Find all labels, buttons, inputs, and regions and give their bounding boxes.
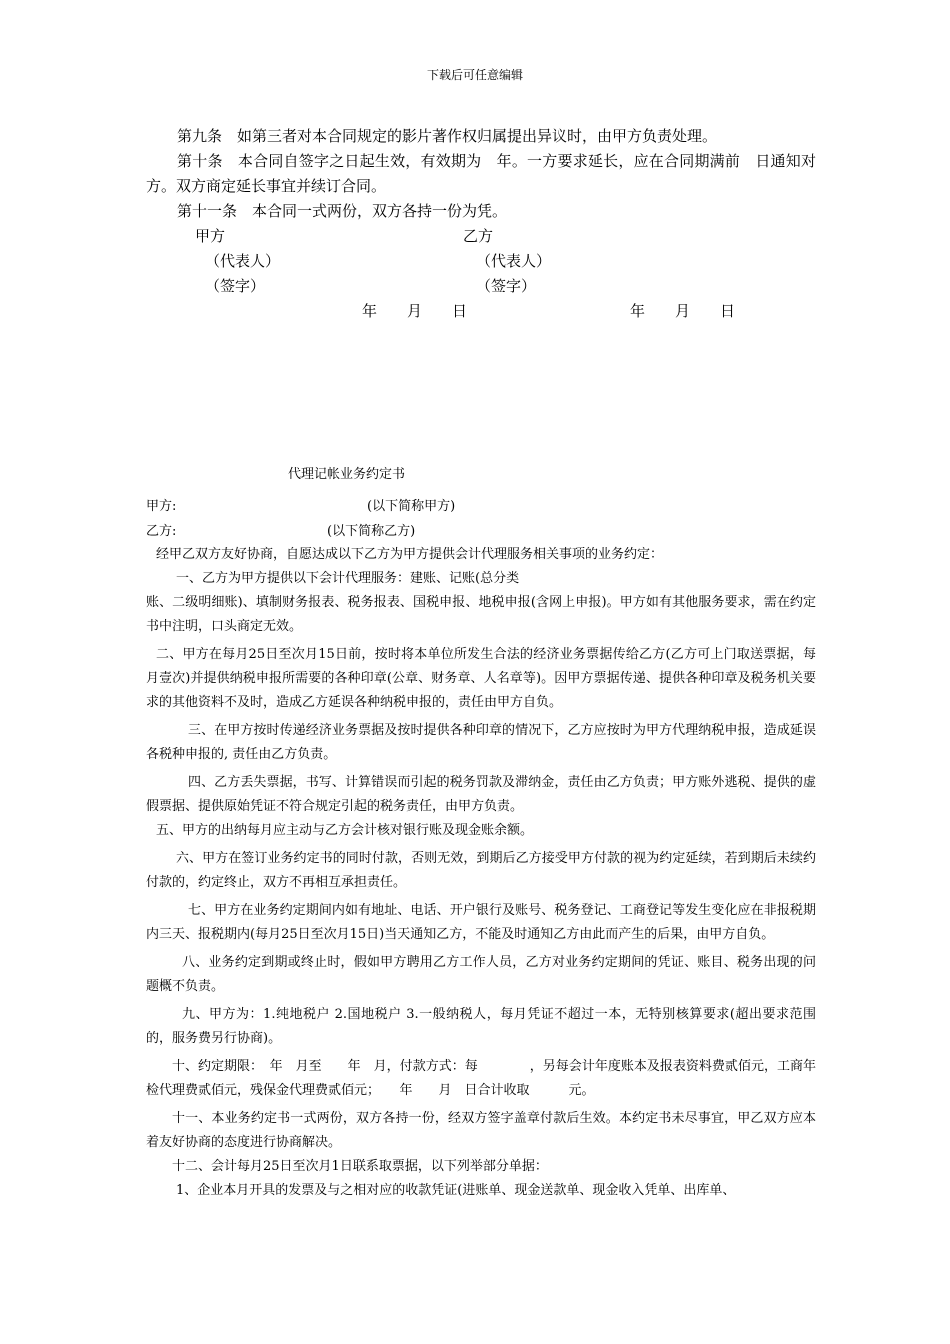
clause-4: 四、乙方丢失票据，书写、计算错误而引起的税务罚款及滞纳金，责任由乙方负责；甲方账外逃税、提供的虚假票据、提供原始凭证不符合规定引起的税务责任，由甲方负责。 <box>146 775 816 814</box>
signature-date-a: 年 月 日 <box>362 302 468 320</box>
clause-7: 七、甲方在业务约定期间内如有地址、电话、开户银行及账号、税务登记、工商登记等发生变化应在非报税期内三天、报税期内(每月25日至次月15日)当天通知乙方，不能及时通知乙方由此而产生的后果，由甲方自负。 <box>146 903 816 942</box>
clause-12-item-1: 1、企业本月开具的发票及与之相对应的收款凭证(进账单、现金送款单、现金收入凭单、出库单、 <box>176 1183 736 1198</box>
clause-6: 六、甲方在签订业务约定书的同时付款，否则无效，到期后乙方接受甲方付款的视为约定延续，若到期后未续约付款的，约定终止，双方不再相互承担责任。 <box>146 851 816 890</box>
signature-date-b: 年 月 日 <box>630 302 736 320</box>
party-b-note: (以下简称乙方) <box>327 524 416 539</box>
clause-2: 二、甲方在每月25日至次月15日前，按时将本单位所发生合法的经济业务票据传给乙方(乙方可上门取送票据，每月壹次)并提供纳税申报所需要的各种印章(公章、财务章、人名章等)。因甲方票据传递、提供各种印章及税务机关要求的其他资料不及时，造成乙方延误各种纳税申报的，责任由甲方自负。 <box>146 647 816 710</box>
signature-sign-a: （签字） <box>205 277 266 295</box>
agreement-clauses <box>146 543 816 1203</box>
agreement-intro: 经甲乙双方友好协商，自愿达成以下乙方为甲方提供会计代理服务相关事项的业务约定： <box>156 547 664 562</box>
clause-5: 五、甲方的出纳每月应主动与乙方会计核对银行账及现金账余额。 <box>156 823 534 838</box>
contract-clauses <box>146 124 816 224</box>
party-b-label: 乙方: <box>146 524 177 539</box>
clause-10: 十、约定期限： 年 月至 年 月，付款方式：每 ，另每会计年度账本及报表资料费贰佰元，工商年检代理费贰佰元，残保金代理费贰佰元； 年 月 日合计收取 元。 <box>146 1059 816 1098</box>
page-header-note: 下载后可任意编辑 <box>426 68 523 82</box>
signature-party-b: 乙方 <box>463 227 494 245</box>
clause-11: 十一、本业务约定书一式两份，双方各持一份，经双方签字盖章付款后生效。本约定书未尽事宜，甲乙双方应本着友好协商的态度进行协商解决。 <box>146 1111 816 1150</box>
signature-representative-a: （代表人） <box>205 252 281 270</box>
party-a-note: (以下简称甲方) <box>367 499 456 514</box>
signature-representative-b: （代表人） <box>476 252 552 270</box>
contract-article-10: 第十条 本合同自签字之日起生效，有效期为 年。一方要求延长，应在合同期满前 日通知对方。双方商定延长事宜并续订合同。 <box>146 152 816 195</box>
clause-3: 三、在甲方按时传递经济业务票据及按时提供各种印章的情况下，乙方应按时为甲方代理纳税申报，造成延误各税种申报的, 责任由乙方负责。 <box>146 723 816 762</box>
contract-article-11: 第十一条 本合同一式两份，双方各持一份为凭。 <box>177 202 508 220</box>
clause-1-line-1: 一、乙方为甲方提供以下会计代理服务：建账、记账(总分类 <box>176 571 520 586</box>
party-a-label: 甲方: <box>146 499 177 514</box>
clause-12: 十二、会计每月25日至次月1日联系取票据，以下列举部分单据： <box>172 1159 548 1174</box>
clause-8: 八、业务约定到期或终止时，假如甲方聘用乙方工作人员，乙方对业务约定期间的凭证、账目、税务出现的问题概不负责。 <box>146 955 816 994</box>
clause-9: 九、甲方为：1.纯地税户 2.国地税户 3.一般纳税人，每月凭证不超过一本，无特别核算要求(超出要求范围的，服务费另行协商)。 <box>146 1007 816 1046</box>
agreement-title: 代理记帐业务约定书 <box>288 467 406 482</box>
contract-article-9: 第九条 如第三者对本合同规定的影片著作权归属提出异议时，由甲方负责处理。 <box>177 127 718 145</box>
clause-1-line-2: 账、二级明细账)、填制财务报表、税务报表、国税申报、地税申报(含网上申报)。甲方如有其他服务要求，需在约定书中注明，口头商定无效。 <box>146 595 816 634</box>
signature-sign-b: （签字） <box>476 277 537 295</box>
signature-party-a: 甲方 <box>195 227 226 245</box>
